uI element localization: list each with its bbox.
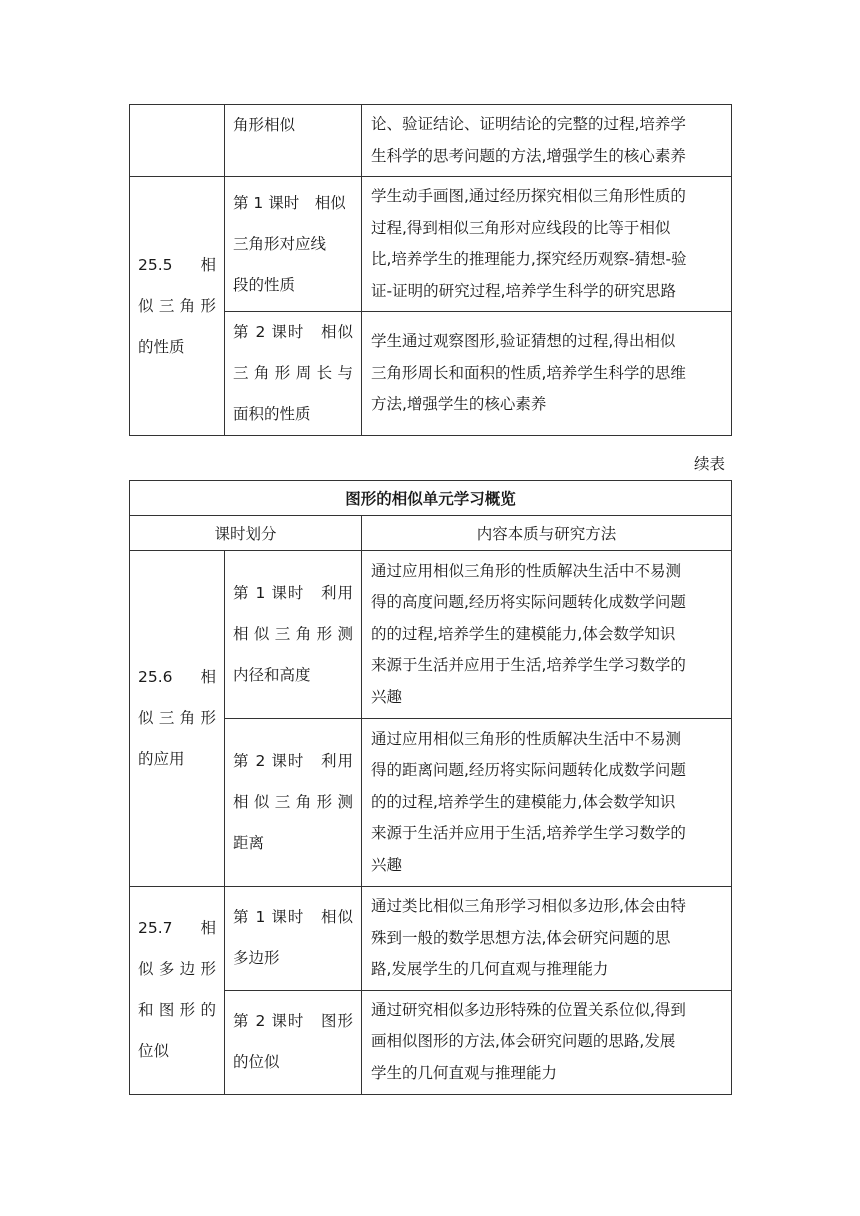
desc-line: 论、验证结论、证明结论的完整的过程,培养学: [371, 115, 686, 133]
desc-line: 通过应用相似三角形的性质解决生活中不易测: [371, 561, 682, 580]
desc-line: 得的距离问题,经历将实际问题转化成数学问题: [371, 761, 686, 780]
section-line: 25.5 相: [138, 255, 216, 274]
desc-line: 得的高度问题,经历将实际问题转化成数学问题: [371, 593, 686, 612]
lesson-line: 的位似: [233, 1053, 280, 1071]
lesson-line: 相似三角形测: [233, 625, 353, 643]
lesson-table-part1: [129, 104, 732, 436]
desc-line: 通过研究相似多边形特殊的位置关系位似,得到: [371, 1000, 686, 1019]
desc-line: 殊到一般的数学思想方法,体会研究问题的思: [371, 928, 671, 947]
section-cell-25-6: [130, 551, 225, 887]
lesson-line: 第 1 课时 相似: [233, 908, 353, 927]
lesson-line: 多边形: [233, 949, 280, 968]
lesson-line: 三角形对应线: [233, 234, 327, 253]
section-line: 似三角形: [138, 709, 216, 727]
desc-line: 三角形周长和面积的性质,培养学生科学的思维: [371, 363, 686, 382]
desc-line: 通过应用相似三角形的性质解决生活中不易测: [371, 729, 682, 748]
table-row: [130, 516, 732, 551]
lesson-text: 角形相似: [233, 116, 296, 134]
lesson-line: 面积的性质: [233, 405, 311, 423]
description-cell: [362, 312, 732, 436]
lesson-line: 距离: [233, 834, 265, 852]
lesson-cell: [225, 105, 362, 177]
description-cell: [362, 719, 732, 887]
desc-line: 方法,增强学生的核心素养: [371, 395, 547, 414]
lesson-line: 第 2 课时 图形: [233, 1012, 353, 1030]
section-cell-25-7: [130, 887, 225, 1095]
desc-line: 比,培养学生的推理能力,探究经历观察-猜想-验: [371, 250, 687, 268]
desc-line: 的的过程,培养学生的建模能力,体会数学知识: [371, 624, 676, 643]
lesson-table-part2: [129, 480, 732, 1095]
lesson-cell: [225, 719, 362, 887]
column-header-content: 内容本质与研究方法: [362, 516, 732, 551]
desc-line: 证-证明的研究过程,培养学生科学的研究思路: [371, 281, 677, 300]
column-header-lesson: 课时划分: [130, 516, 362, 551]
desc-line: 通过类比相似三角形学习相似多边形,体会由特: [371, 897, 686, 915]
continued-label: 续表: [694, 455, 726, 473]
desc-line: 过程,得到相似三角形对应线段的比等于相似: [371, 218, 671, 237]
lesson-cell: [225, 551, 362, 719]
section-line: 似三角形: [138, 296, 216, 315]
lesson-cell: [225, 312, 362, 436]
table-row: [130, 177, 732, 312]
section-line: 25.6 相: [138, 668, 216, 686]
section-line: 和图形的: [138, 1001, 216, 1020]
lesson-line: 第 1 课时 利用: [233, 584, 353, 602]
section-line: 的性质: [138, 337, 185, 356]
table-row: [130, 105, 732, 177]
lesson-line: 第 2 课时 相似: [233, 323, 353, 341]
description-cell: [362, 990, 732, 1094]
description-cell: [362, 887, 732, 991]
desc-line: 学生通过观察图形,验证猜想的过程,得出相似: [371, 332, 676, 351]
table-row: [130, 481, 732, 516]
table-row: [130, 887, 732, 991]
table-row: [130, 551, 732, 719]
desc-line: 兴趣: [371, 855, 403, 874]
section-cell-25-5: [130, 177, 225, 436]
section-line: 的应用: [138, 750, 185, 768]
desc-line: 画相似图形的方法,体会研究问题的思路,发展: [371, 1032, 676, 1051]
description-cell: [362, 177, 732, 312]
desc-line: 路,发展学生的几何直观与推理能力: [371, 960, 609, 978]
description-cell: [362, 551, 732, 719]
lesson-line: 相似三角形测: [233, 793, 353, 811]
desc-line: 来源于生活并应用于生活,培养学生学习数学的: [371, 656, 686, 675]
desc-line: 学生动手画图,通过经历探究相似三角形性质的: [371, 187, 686, 205]
desc-line: 学生的几何直观与推理能力: [371, 1063, 558, 1082]
lesson-line: 第 1 课时 相似: [233, 193, 346, 212]
lesson-line: 内径和高度: [233, 666, 311, 684]
desc-line: 兴趣: [371, 687, 403, 706]
lesson-line: 三角形周长与: [233, 364, 353, 382]
lesson-cell: [225, 990, 362, 1094]
table-title: 图形的相似单元学习概览: [130, 481, 732, 516]
section-line: 位似: [138, 1042, 170, 1061]
lesson-line: 段的性质: [233, 275, 296, 294]
description-cell: [362, 105, 732, 177]
desc-line: 生科学的思考问题的方法,增强学生的核心素养: [371, 146, 686, 165]
lesson-line: 第 2 课时 利用: [233, 752, 353, 770]
section-line: 似多边形: [138, 960, 216, 979]
lesson-cell: [225, 887, 362, 991]
section-line: 25.7 相: [138, 919, 216, 938]
desc-line: 的的过程,培养学生的建模能力,体会数学知识: [371, 792, 676, 811]
desc-line: 来源于生活并应用于生活,培养学生学习数学的: [371, 824, 686, 843]
lesson-cell: [225, 177, 362, 312]
section-cell: [130, 105, 225, 177]
